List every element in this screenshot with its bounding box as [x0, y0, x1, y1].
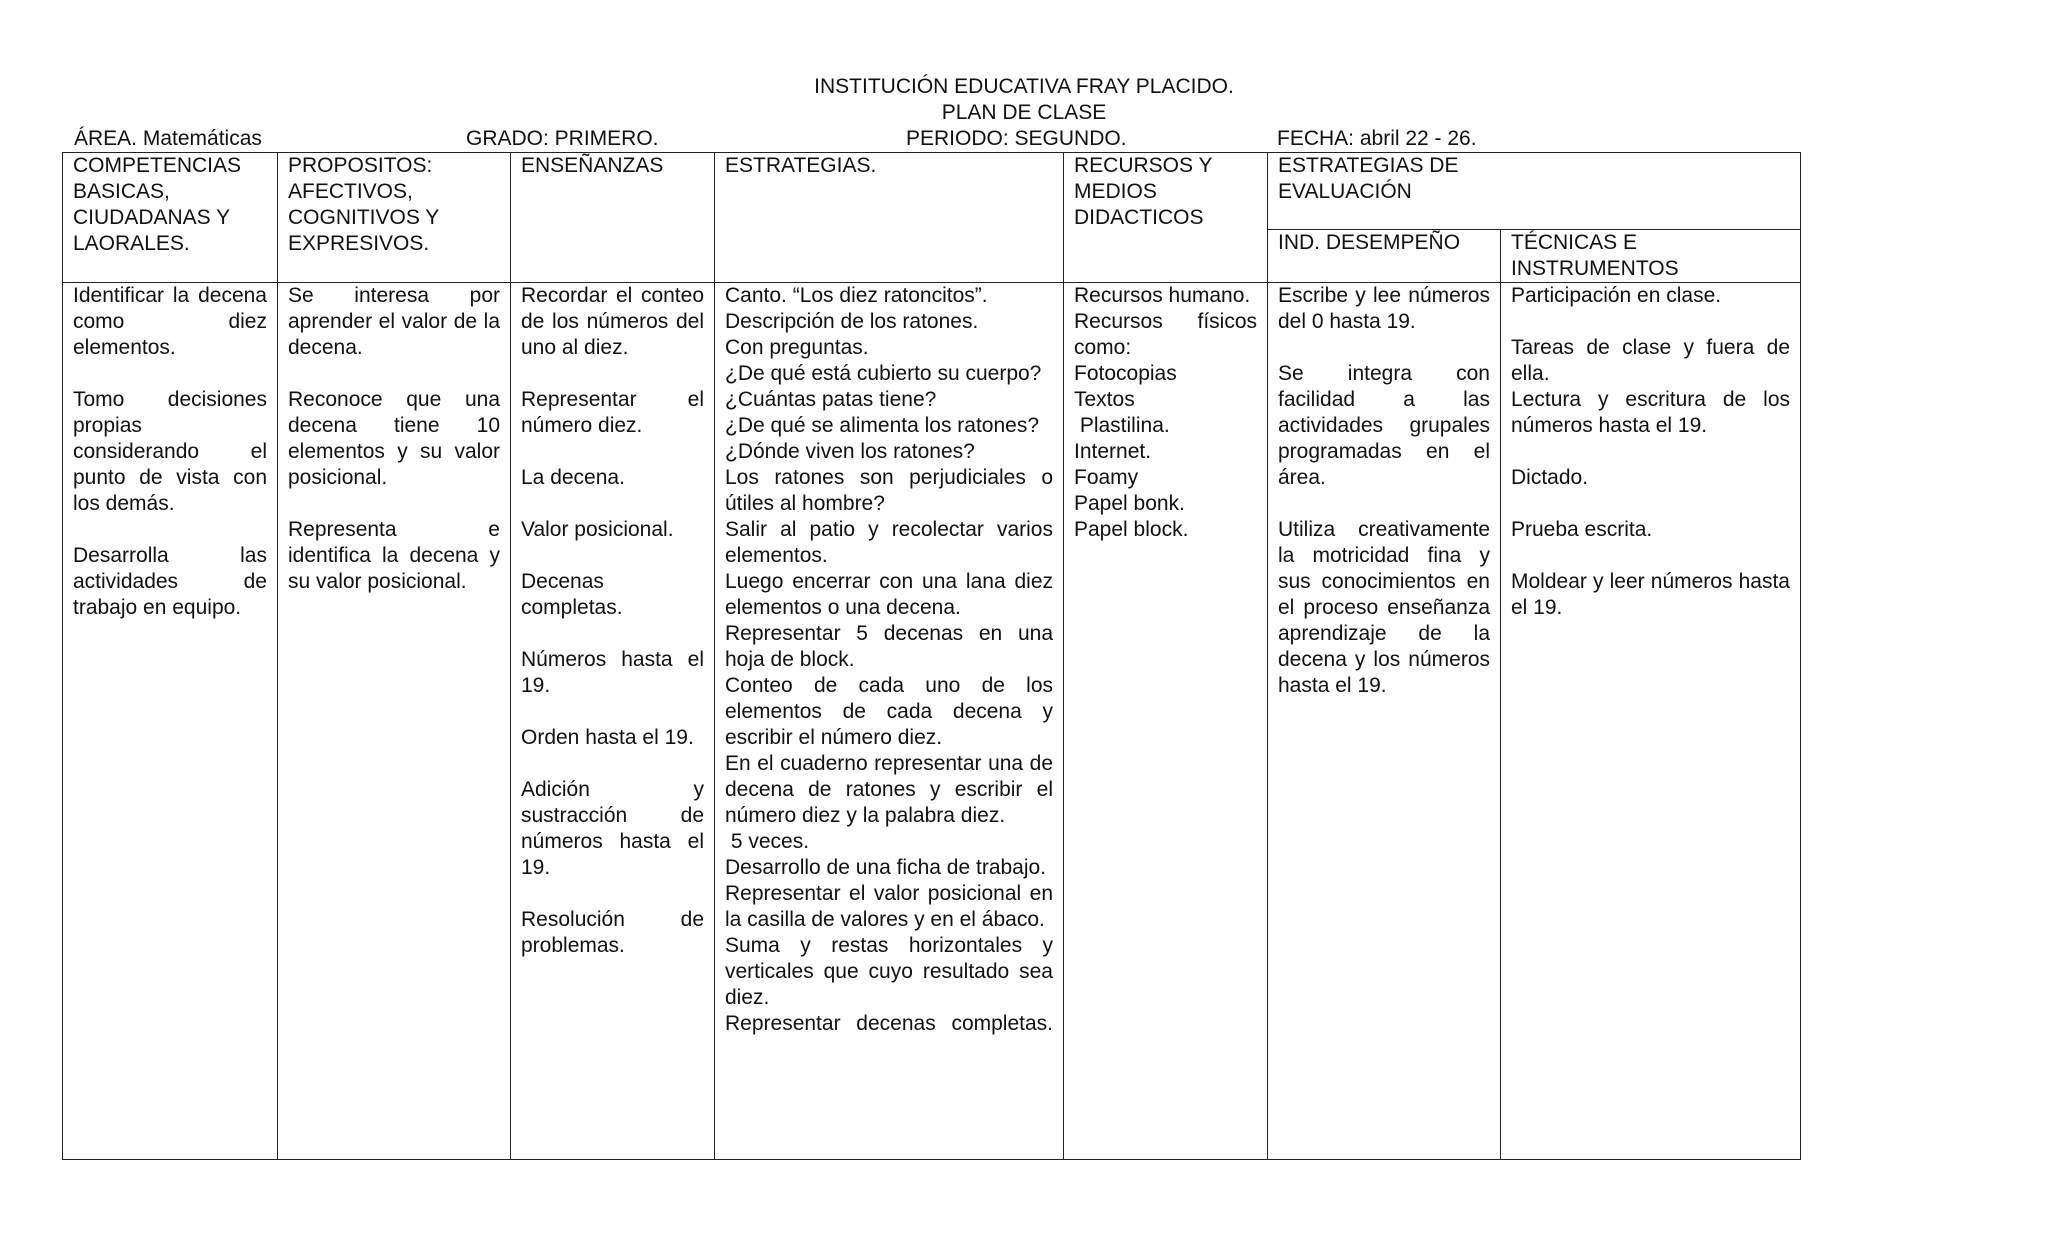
estrategia-item: Suma y restas horizontales y verticales que cuyo resultado sea diez. — [725, 934, 1053, 1009]
competencia-item: Tomo decisiones propias considerando el punto de vista con los demás. — [73, 388, 267, 515]
col-header-ensenanzas: ENSEÑANZAS — [511, 153, 715, 283]
ensenanza-item: Números hasta el 19. — [521, 648, 704, 697]
proposito-item: Representa e identifica la decena y su valor posicional. — [288, 518, 500, 593]
estrategia-item: Los ratones son perjudiciales o útiles al hombre? — [725, 466, 1053, 515]
col-header-evaluacion — [1268, 153, 1801, 230]
col-header-ind-desempeno: IND. DESEMPEÑO — [1268, 230, 1501, 283]
content-row — [63, 283, 1801, 1160]
estrategia-item: Con preguntas. — [725, 336, 869, 359]
fecha-label: FECHA: abril 22 - 26. — [1277, 127, 1477, 150]
tecnica-item: Lectura y escritura de los números hasta el 19. — [1511, 388, 1790, 437]
desempeno-item: Se integra con facilidad a las actividades grupales programadas en el área. — [1278, 362, 1490, 489]
recurso-item: Textos — [1074, 388, 1135, 411]
estrategia-item: ¿Cuántas patas tiene? — [725, 388, 937, 411]
recurso-item: Internet. — [1074, 440, 1152, 463]
recurso-item: Papel block. — [1074, 518, 1189, 541]
ensenanza-item: Adición y sustracción de números hasta el 19. — [521, 778, 704, 879]
ensenanza-item: Resolución de problemas. — [521, 908, 704, 957]
desempeno-item: Escribe y lee números del 0 hasta 19. — [1278, 284, 1490, 333]
estrategia-item: Canto. “Los diez ratoncitos”. — [725, 284, 988, 307]
estrategia-item: 5 veces. — [725, 830, 810, 853]
cell-ind-desempeno — [1268, 283, 1501, 1160]
ensenanza-item: Valor posicional. — [521, 518, 674, 541]
grado-label: GRADO: PRIMERO. — [466, 127, 659, 150]
proposito-item: Reconoce que una decena tiene 10 elementos y su valor posicional. — [288, 388, 500, 489]
cell-propositos — [278, 283, 511, 1160]
recurso-item: Recursos humano. — [1074, 284, 1251, 307]
col-header-tecnicas — [1501, 230, 1801, 283]
desempeno-item: Utiliza creativamente la motricidad fina y sus conocimientos en el proceso enseñanza aprendizaje de la decena y los números hasta el 19. — [1278, 518, 1490, 697]
tecnica-item: Prueba escrita. — [1511, 518, 1653, 541]
estrategia-item: Descripción de los ratones. — [725, 310, 979, 333]
recurso-item: Foamy — [1074, 466, 1139, 489]
competencia-item: Identificar la decena como diez elementos. — [73, 284, 267, 359]
estrategia-item: Representar decenas completas. — [725, 1012, 1053, 1035]
document-title: PLAN DE CLASE — [941, 101, 1107, 124]
competencia-item: Desarrolla las actividades de trabajo en equipo. — [73, 544, 267, 619]
col-header-propositos: PROPOSITOS: AFECTIVOS, COGNITIVOS Y EXPRESIVOS. — [278, 153, 511, 283]
ensenanza-item: Decenas completas. — [521, 570, 623, 619]
estrategia-item: En el cuaderno representar una de decena de ratones y escribir el número diez y la palabra diez. — [725, 752, 1053, 827]
col-header-competencias: COMPETENCIAS BASICAS, CIUDADANAS Y LAORALES. — [63, 153, 278, 283]
col-header-evaluacion-text: ESTRATEGIAS DE EVALUACIÓN — [1278, 154, 1459, 203]
recurso-item: Fotocopias — [1074, 362, 1177, 385]
ensenanza-item: Representar el número diez. — [521, 388, 704, 437]
col-header-tecnicas-text: TÉCNICAS E INSTRUMENTOS — [1511, 231, 1679, 280]
tecnica-item: Dictado. — [1511, 466, 1589, 489]
recurso-item: Recursos físicos como: — [1074, 310, 1257, 359]
periodo-label: PERIODO: SEGUNDO. — [906, 127, 1127, 150]
tecnica-item: Participación en clase. — [1511, 284, 1722, 307]
proposito-item: Se interesa por aprender el valor de la decena. — [288, 284, 500, 359]
header-row — [63, 153, 1801, 230]
tecnica-item: Moldear y leer números hasta el 19. — [1511, 570, 1790, 619]
cell-competencias — [63, 283, 278, 1160]
estrategia-item: Salir al patio y recolectar varios elementos. — [725, 518, 1053, 567]
ensenanza-item: Recordar el conteo de los números del uno al diez. — [521, 284, 704, 359]
estrategia-item: ¿De qué está cubierto su cuerpo? — [725, 362, 1042, 385]
estrategia-item: Desarrollo de una ficha de trabajo. — [725, 856, 1047, 879]
cell-estrategias — [715, 283, 1064, 1160]
recurso-item: Papel bonk. — [1074, 492, 1185, 515]
tecnica-item: Tareas de clase y fuera de ella. — [1511, 336, 1790, 385]
estrategia-item: ¿Dónde viven los ratones? — [725, 440, 975, 463]
estrategia-item: Representar 5 decenas en una hoja de block. — [725, 622, 1053, 671]
institution-title: INSTITUCIÓN EDUCATIVA FRAY PLACIDO. — [814, 75, 1234, 98]
estrategia-item: Luego encerrar con una lana diez elementos o una decena. — [725, 570, 1053, 619]
cell-ensenanzas — [511, 283, 715, 1160]
col-header-recursos: RECURSOS Y MEDIOS DIDACTICOS — [1064, 153, 1268, 283]
estrategia-item: Representar el valor posicional en la casilla de valores y en el ábaco. — [725, 882, 1053, 931]
cell-tecnicas — [1501, 283, 1801, 1160]
estrategia-item: ¿De qué se alimenta los ratones? — [725, 414, 1040, 437]
cell-recursos — [1064, 283, 1268, 1160]
col-header-estrategias: ESTRATEGIAS. — [715, 153, 1064, 283]
ensenanza-item: Orden hasta el 19. — [521, 726, 694, 749]
area-label: ÁREA. Matemáticas — [74, 127, 262, 150]
estrategia-item: Conteo de cada uno de los elementos de cada decena y escribir el número diez. — [725, 674, 1053, 749]
ensenanza-item: La decena. — [521, 466, 625, 489]
lesson-plan-table — [62, 152, 1801, 1160]
recurso-item: Plastilina. — [1074, 414, 1170, 437]
